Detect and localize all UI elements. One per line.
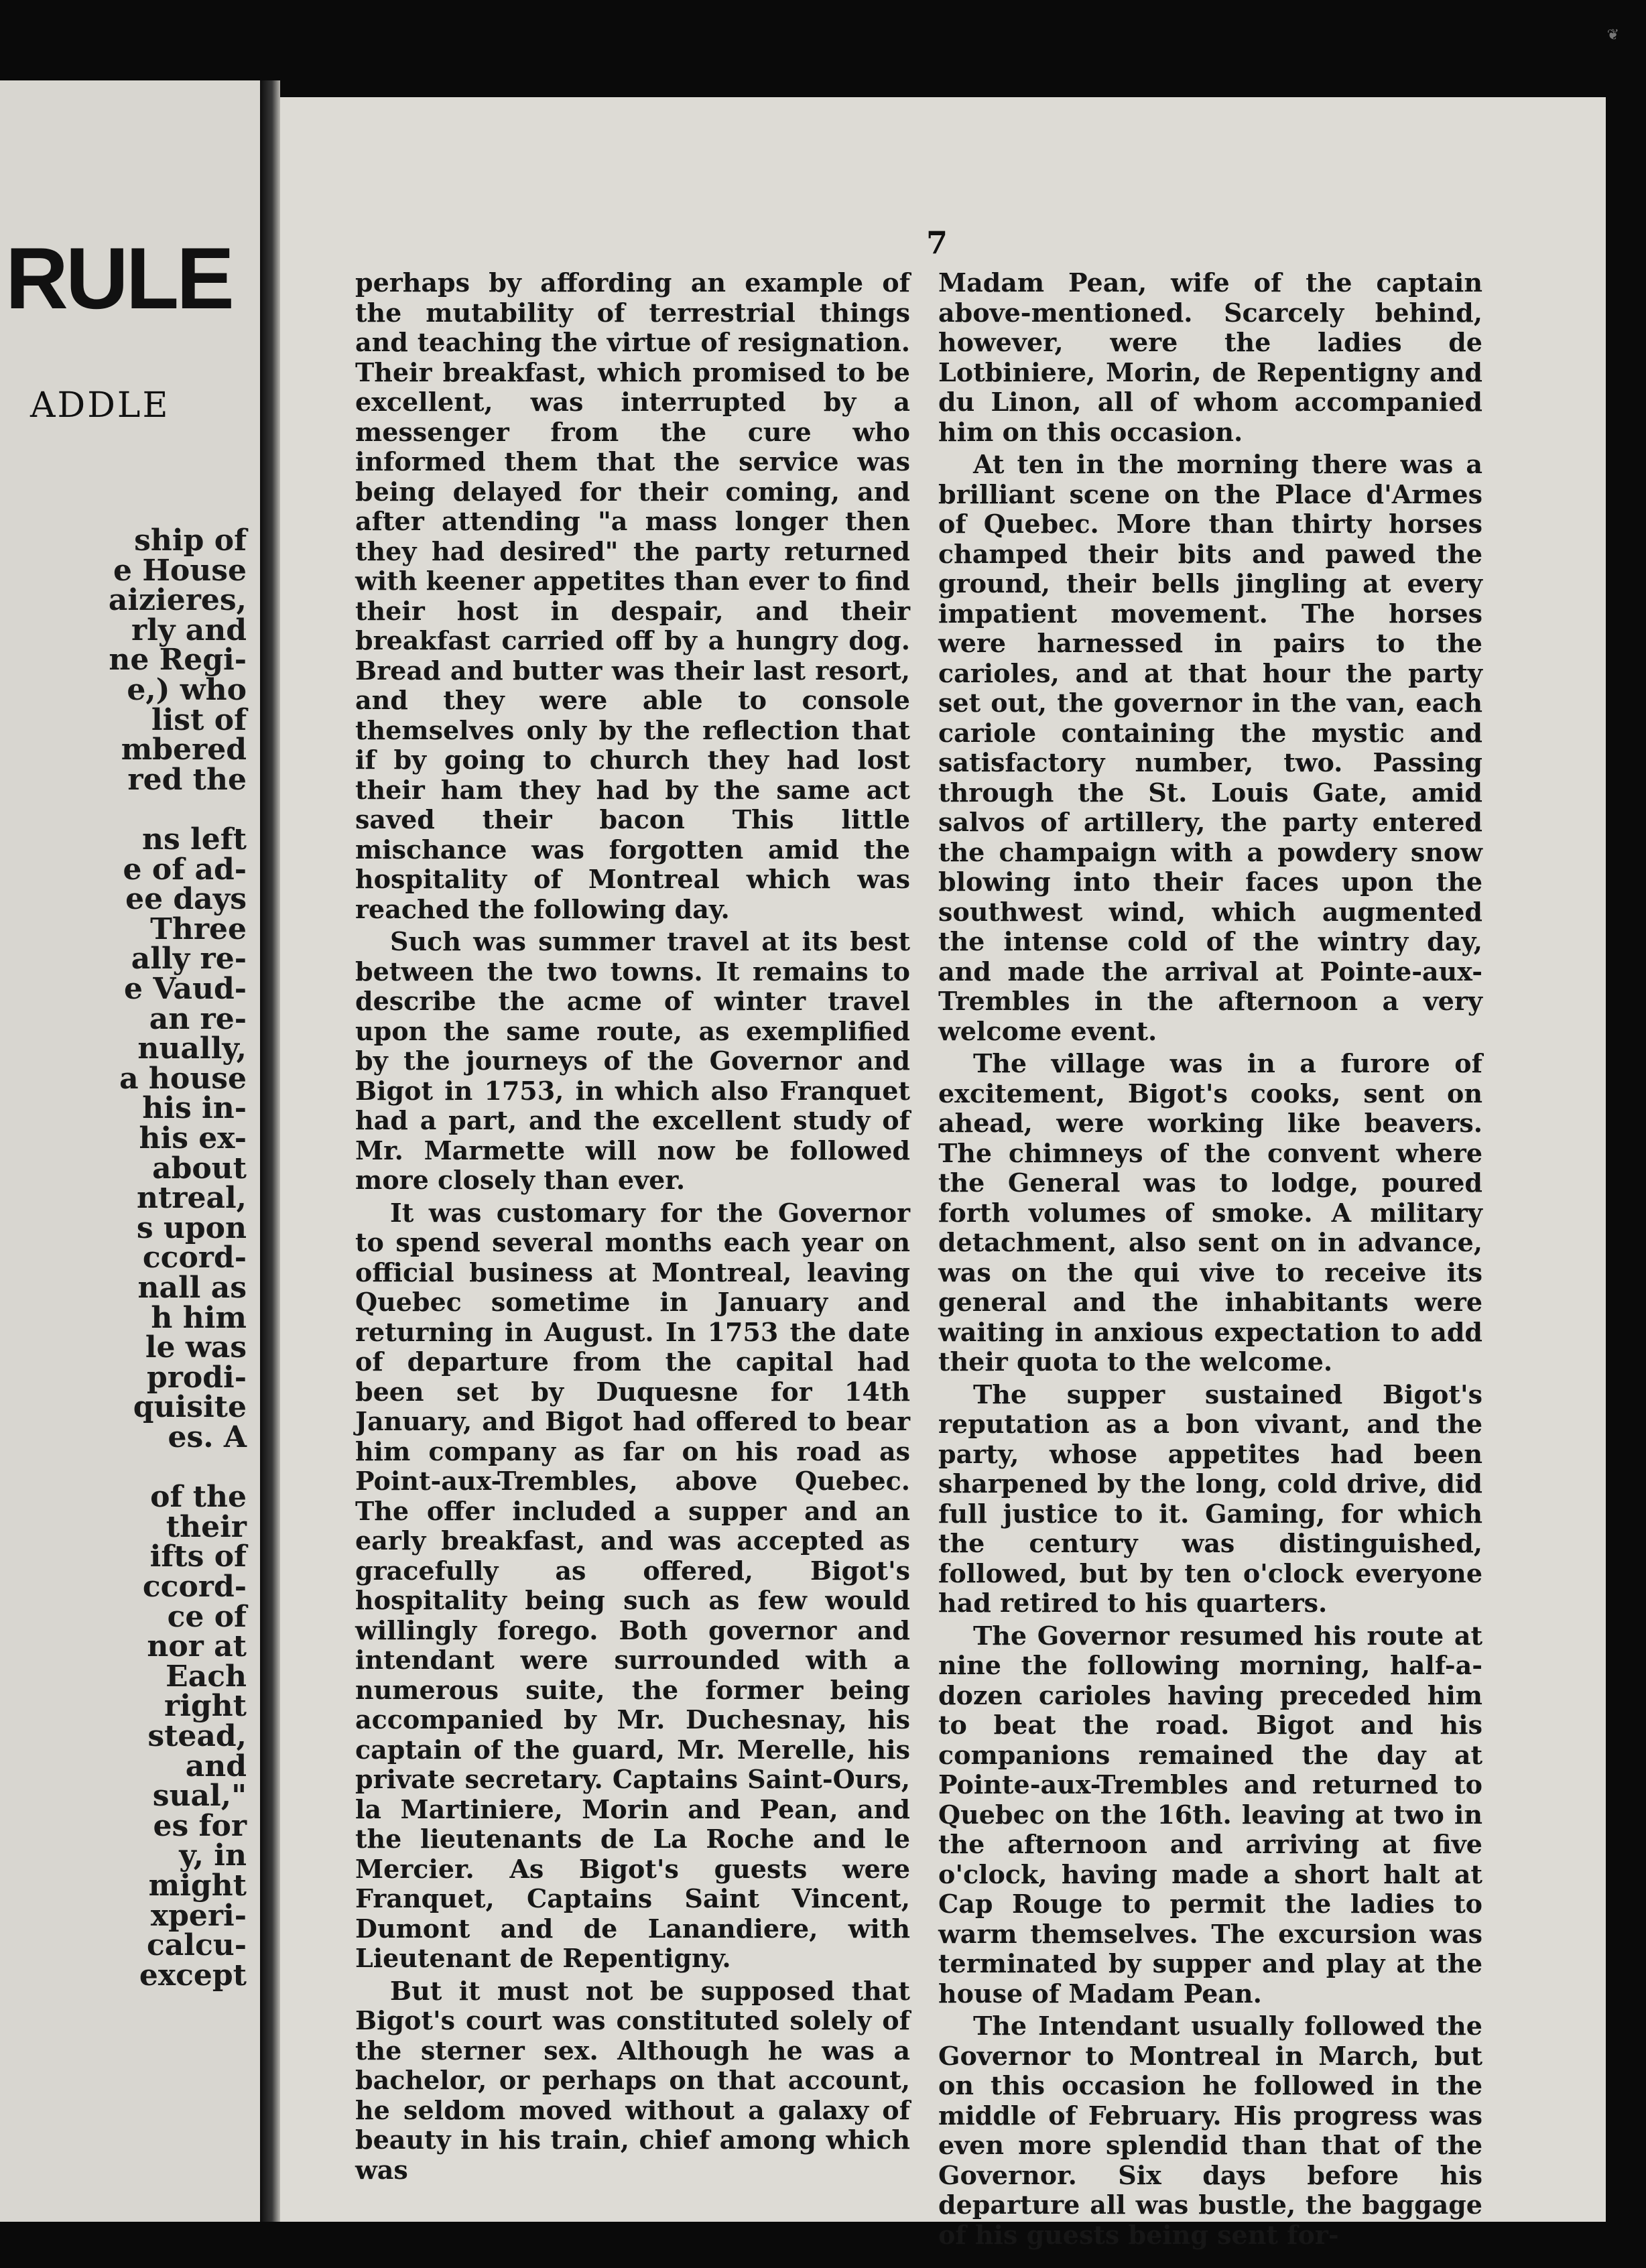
left-page-fragment (0, 80, 260, 2222)
text-column-right (938, 268, 1482, 2253)
page-number: 7 (926, 225, 948, 261)
paragraph: The Governor resumed his route at nine the following morning, half-a-dozen carioles having preceded him to beat the road. Bigot and his companions remained the day at Pointe-aux-Trembles and returned to Quebec on the 16th. leaving at two in the afternoon and arriving at five o'clock, having made a short halt at Cap Rouge to permit the ladies to warm themselves. The excursion was terminated by supper and play at the house of Madam Pean. (938, 1620, 1482, 2009)
left-page-fragment-line: e,) who (127, 673, 247, 707)
paragraph: The village was in a furore of excitement, Bigot's cooks, sent on ahead, were working like beavers. The chimneys of the convent where the General was to lodge, poured forth volumes of smoke. A military detachment, also sent on in advance, was on the qui vive to receive its general and the inhabitants were waiting in anxious expectation to add their quota to the welcome. (938, 1048, 1482, 1377)
left-page-fragment-line: nually, (137, 1031, 247, 1066)
left-page-fragment-line: y, in (179, 1838, 247, 1873)
paragraph: At ten in the morning there was a brilliant scene on the Place d'Armes of Quebec. More than thirty horses champed their bits and pawed the ground, their bells jingling at every impatient movement. The horses were harnessed in pairs to the carioles, and at that hour the party set out, the governor in the van, each cariole containing the mystic and satisfactory number, two. Passing through the St. Louis Gate, amid salvos of artillery, the party entered the champaign with a powdery snow blowing into their faces upon the southwest wind, which augmented the intense cold of the wintry day, and made the arrival at Pointe-aux-Trembles in the afternoon a very welcome event. (938, 449, 1482, 1046)
left-page-fragment-line: an re- (149, 1001, 247, 1036)
left-page-fragment-line: es. A (168, 1420, 247, 1454)
left-page-fragment-line: h him (151, 1300, 247, 1335)
left-page-fragment-line: es for (153, 1808, 247, 1843)
left-page-fragment-line: stead, (147, 1719, 247, 1753)
left-page-fragment-line: rly and (131, 613, 247, 647)
left-page-fragment-line: ce of (167, 1599, 247, 1634)
left-page-fragment-line: ee days (125, 882, 247, 917)
left-page-fragment-line: right (164, 1689, 247, 1724)
left-page-fragment-line: ship of (134, 523, 247, 558)
left-page-fragment-line: xperi- (150, 1898, 247, 1933)
book-gutter (260, 80, 280, 2222)
paragraph: Such was summer travel at its best between the two towns. It remains to describe the acme of winter travel upon the same route, as exemplified by the journeys of the Governor and Bigot in 1753, in which also Franquet had a part, and the excellent study of Mr. Marmette will now be followed more closely than ever. (355, 926, 910, 1195)
left-page-fragment-line: Three (150, 911, 247, 946)
left-page-fragment-line: and (185, 1749, 247, 1783)
left-page-fragment-line: his in- (142, 1091, 247, 1126)
left-page-fragment-line: e Vaud- (124, 972, 247, 1006)
paragraph: But it must not be supposed that Bigot's court was constituted solely of the sterner sex. Although he was a bachelor, or perhaps on that account, he seldom moved without a galaxy of beauty in his train, chief among which was (355, 1975, 910, 2185)
left-page-fragment-line: e of ad- (123, 852, 247, 887)
left-page-fragment-line: ccord- (142, 1241, 247, 1275)
left-page-subtitle: ADDLE (30, 385, 170, 426)
left-page-fragment-line: about (152, 1151, 247, 1186)
left-page-fragment-line: a house (119, 1061, 247, 1096)
paragraph: perhaps by affording an example of the mutability of terrestrial things and teaching the virtue of resignation. Their breakfast, which promised to be excellent, was interrupted by a messenger from the cure who informed them that the service was being delayed for their coming, and after attending "a mass longer then they had desired" the party returned with keener appetites than ever to find their host in despair, and their breakfast carried off by a hungry dog. Bread and butter was their last resort, and they were able to console themselves only by the reflection that if by going to church they had lost their ham they had by the same act saved their bacon This little mischance was forgotten amid the hospitality of Montreal which was reached the following day. (355, 267, 910, 924)
left-page-fragment-line: except (139, 1958, 247, 1993)
left-page-fragment-line: ally re- (131, 942, 247, 976)
left-page-fragment-line: their (166, 1509, 247, 1544)
left-page-fragment-line: prodi- (146, 1360, 247, 1395)
left-page-fragment-line: his ex- (139, 1121, 247, 1155)
left-page-fragment-line: ifts of (149, 1539, 247, 1574)
left-page-fragment-line: list of (151, 702, 247, 737)
left-page-fragment-line: sual," (152, 1779, 247, 1814)
left-page-fragment-line: ccord- (142, 1570, 247, 1604)
left-page-fragment-line: ns left (141, 822, 247, 857)
left-page-fragment-line: ne Regi- (109, 643, 247, 678)
left-page-fragment-line: Each (166, 1659, 247, 1694)
left-page-fragment-line: nor at (147, 1629, 247, 1664)
left-page-fragment-line: e House (113, 553, 247, 588)
left-page-fragment-line: ntreal, (136, 1181, 247, 1216)
left-page-title: RULE (5, 229, 232, 327)
left-page-fragment-line: red the (127, 762, 247, 797)
left-page-fragment-line: might (148, 1869, 247, 1903)
left-page-fragment-line: of the (150, 1480, 247, 1515)
left-page-fragment-line: le was (145, 1330, 247, 1365)
left-page-fragment-line: nall as (137, 1271, 247, 1305)
paragraph: Madam Pean, wife of the captain above-mentioned. Scarcely behind, however, were the ladies de Lotbiniere, Morin, de Repentigny and du Linon, all of whom accompanied him on this occasion. (938, 267, 1482, 447)
left-page-fragment-line: calcu- (146, 1928, 247, 1963)
left-page-fragment-line: s upon (136, 1210, 247, 1245)
paragraph: The Intendant usually followed the Governor to Montreal in March, but on this occasion he followed in the middle of February. His progress was even more splendid than that of the Governor. Six days before his departure all was bustle, the baggage of his guests being sent for- (938, 2011, 1482, 2250)
text-column-left (355, 268, 910, 2188)
left-page-fragment-line: quisite (133, 1390, 247, 1425)
ornament-icon: ❦ (1606, 27, 1619, 44)
paragraph: It was customary for the Governor to spend several months each year on official business at Montreal, leaving Quebec sometime in January and returning in August. In 1753 the date of departure from the capital had been set by Duquesne for 14th January, and Bigot had offered to bear him company as far on his road as Point-aux-Trembles, above Quebec. The offer included a supper and an early breakfast, and was accepted as gracefully as offered, Bigot's hospitality being such as few would willingly forego. Both governor and intendant were surrounded with a numerous suite, the former being accompanied by Mr. Duchesnay, his captain of the guard, Mr. Merelle, his private secretary. Captains Saint-Ours, la Martiniere, Morin and Pean, and the lieutenants de La Roche and le Mercier. As Bigot's guests were Franquet, Captains Saint Vincent, Dumont and de Lanandiere, with Lieutenant de Repentigny. (355, 1197, 910, 1973)
left-page-fragment-line: aizieres, (108, 583, 247, 618)
left-page-fragment-line: mbered (121, 733, 247, 767)
paragraph: The supper sustained Bigot's reputation as a bon vivant, and the party, whose appetites had been sharpened by the long, cold drive, did full justice to it. Gaming, for which the century was distinguished, followed, but by ten o'clock everyone had retired to his quarters. (938, 1379, 1482, 1618)
